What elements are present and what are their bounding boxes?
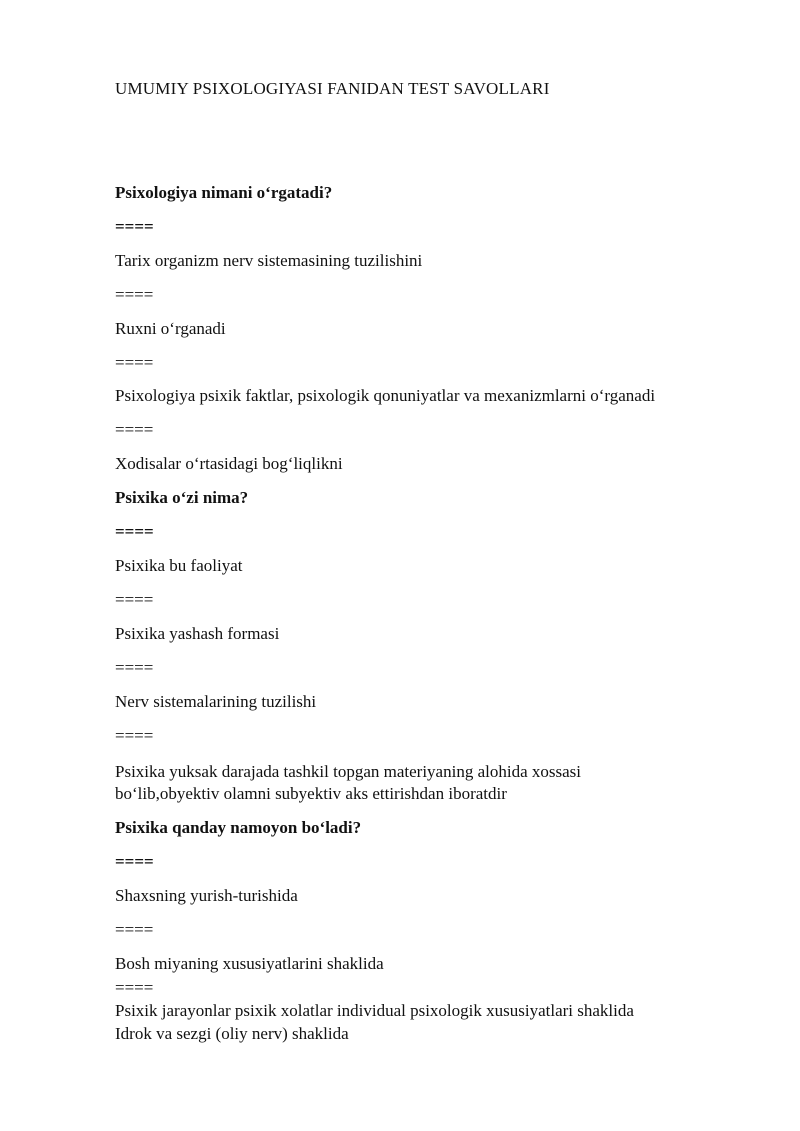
separator: ==== [115, 420, 154, 439]
option-text: Nerv sistemalarining tuzilishi [115, 692, 317, 711]
document-title: UMUMIY PSIXOLOGIYASI FANIDAN TEST SAVOLLARI [115, 79, 550, 98]
separator: ==== [115, 978, 154, 997]
separator: ==== [115, 658, 154, 677]
option-text: Psixika yuksak darajada tashkil topgan materiyaning alohida xossasi [115, 762, 581, 781]
question-1: Psixologiya nimani o‘rgatadi? [115, 183, 333, 202]
separator: ==== [115, 285, 154, 304]
separator: ==== [115, 217, 154, 236]
option-text: Shaxsning yurish-turishida [115, 886, 298, 905]
option-text: Psixika yashash formasi [115, 624, 280, 643]
separator: ==== [115, 726, 154, 745]
separator: ==== [115, 522, 154, 541]
option-text: Psixika bu faoliyat [115, 556, 243, 575]
option-text: Xodisalar o‘rtasidagi bog‘liqlikni [115, 454, 343, 473]
separator: ==== [115, 920, 154, 939]
option-text: Bosh miyaning xususiyatlarini shaklida [115, 954, 384, 973]
option-text: Ruxni o‘rganadi [115, 319, 226, 338]
option-text: Idrok va sezgi (oliy nerv) shaklida [115, 1024, 349, 1043]
separator: ==== [115, 590, 154, 609]
option-text: Psixologiya psixik faktlar, psixologik qonuniyatlar va mexanizmlarni o‘rganadi [115, 386, 656, 405]
separator: ==== [115, 353, 154, 372]
separator: ==== [115, 852, 154, 871]
option-text: bo‘lib,obyektiv olamni subyektiv aks ettirishdan iboratdir [115, 784, 507, 803]
option-text: Tarix organizm nerv sistemasining tuzilishini [115, 251, 423, 270]
option-text: Psixik jarayonlar psixik xolatlar individual psixologik xususiyatlari shaklida [115, 1001, 634, 1020]
question-3: Psixika qanday namoyon bo‘ladi? [115, 818, 362, 837]
question-2: Psixika o‘zi nima? [115, 488, 249, 507]
